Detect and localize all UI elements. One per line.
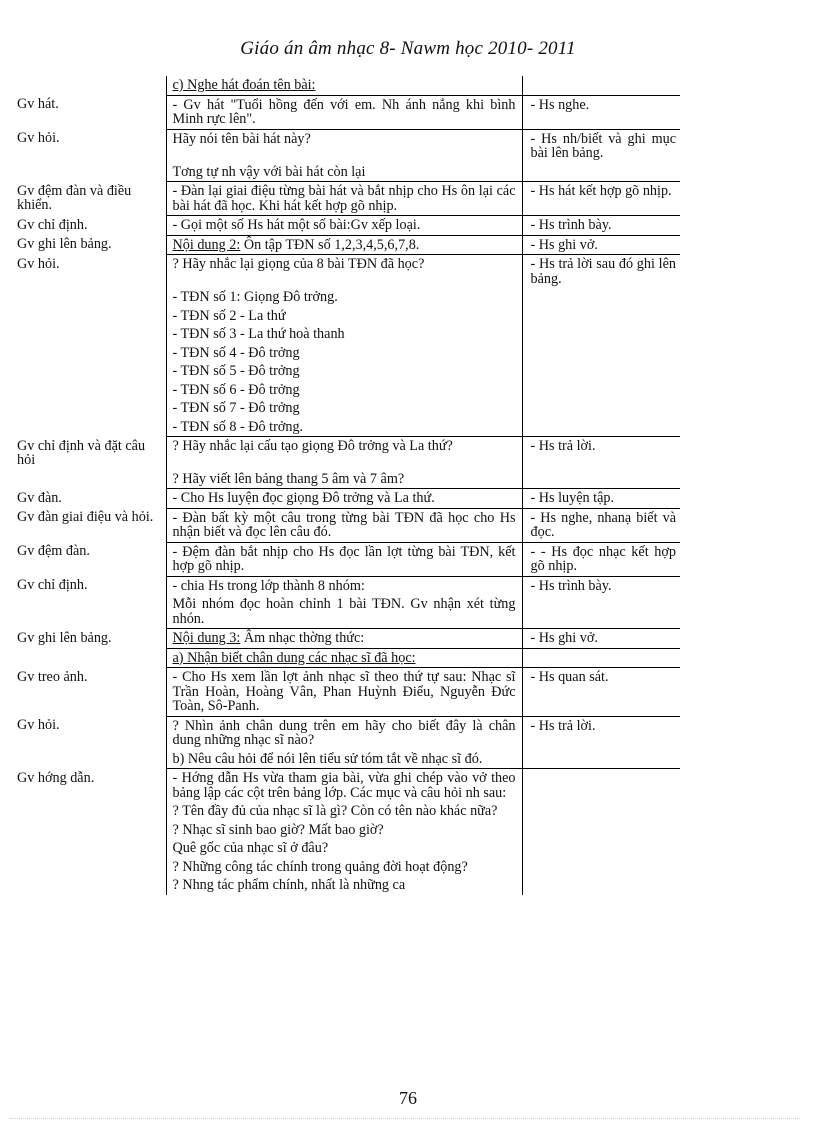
student-activity-cell xyxy=(522,418,680,437)
content-text: ? Nhạc sĩ sinh bao giờ? Mất bao giờ? xyxy=(172,821,384,838)
lesson-content-cell xyxy=(166,508,522,542)
content-text: - Cho Hs xem lần lợt ảnh nhạc sĩ theo thứ tự sau: Nhạc sĩ Trần Hoàn, Hoàng Vân, Phan Huỳnh Điểu, Nguyễn Đức Toàn, Sô-Panh. xyxy=(172,669,516,714)
teacher-activity-cell xyxy=(10,288,166,307)
student-activity-cell: - Hs quan sát. xyxy=(522,668,680,717)
lesson-content-cell xyxy=(166,418,522,437)
content-text: Mỗi nhóm đọc hoàn chỉnh 1 bài TĐN. Gv nhận xét từng nhón. xyxy=(172,596,516,627)
table-row xyxy=(10,216,680,236)
lesson-content-cell xyxy=(166,668,522,717)
teacher-activity-cell xyxy=(10,307,166,326)
lesson-table-body xyxy=(10,76,680,895)
lesson-content-cell xyxy=(166,576,522,595)
teacher-activity-cell xyxy=(10,163,166,182)
student-activity-cell: - Hs luyện tập. xyxy=(522,489,680,509)
content-text: - Cho Hs luyện đọc giọng Đô trởng và La thứ. xyxy=(172,490,435,506)
teacher-activity-cell xyxy=(10,839,166,858)
lesson-content-cell xyxy=(166,288,522,307)
content-text: ? Hãy nhắc lại giọng của 8 bài TĐN đã học? xyxy=(172,256,425,272)
table-row xyxy=(10,182,680,216)
content-text: Quê gốc của nhạc sĩ ở đâu? xyxy=(172,840,329,856)
table-row xyxy=(10,418,680,437)
page-header: Giáo án âm nhạc 8- Nawm học 2010- 2011 xyxy=(240,38,576,59)
student-activity-cell xyxy=(522,470,680,489)
lesson-content-cell xyxy=(166,307,522,326)
student-activity-cell xyxy=(522,399,680,418)
student-activity-cell: - Hs nghe, nhanạ biết và đọc. xyxy=(522,508,680,542)
content-text: a) Nhận biết chân dung các nhạc sĩ đã học: xyxy=(172,649,416,666)
content-text: Hãy nói tên bài hát này? xyxy=(172,130,311,147)
student-activity-cell xyxy=(522,821,680,840)
table-row xyxy=(10,508,680,542)
content-text: - TĐN số 5 - Đô trởng xyxy=(172,363,300,379)
content-text: - TĐN số 8 - Đô trởng. xyxy=(172,418,304,435)
table-row xyxy=(10,821,680,840)
student-activity-cell xyxy=(522,307,680,326)
page-number: 76 xyxy=(399,1088,417,1108)
lesson-content-cell xyxy=(166,839,522,858)
table-row xyxy=(10,629,680,649)
student-activity-cell xyxy=(522,325,680,344)
student-activity-cell xyxy=(522,802,680,821)
lesson-content-cell xyxy=(166,595,522,629)
student-activity-cell: - Hs trình bày. xyxy=(530,577,612,594)
student-activity-cell: - Hs hát kết hợp gõ nhịp. xyxy=(522,182,680,216)
teacher-activity-cell: Gv chỉ định. xyxy=(10,216,166,236)
table-row xyxy=(10,470,680,489)
lesson-content-cell xyxy=(166,325,522,344)
student-activity-cell xyxy=(522,344,680,363)
lesson-content-cell xyxy=(166,182,522,216)
teacher-activity-cell: Gv chỉ định và đặt câu hỏi xyxy=(10,437,166,470)
teacher-activity-cell: Gv đàn. xyxy=(10,489,166,509)
lesson-content-cell xyxy=(166,129,522,163)
table-row xyxy=(10,769,680,803)
content-text: - Gọi một số Hs hát một số bài:Gv xếp loại. xyxy=(172,217,421,233)
student-activity-cell: - Hs ghi vở. xyxy=(522,235,680,255)
lesson-content-cell xyxy=(166,399,522,418)
student-activity-cell: - Hs ghi vở. xyxy=(522,629,680,649)
lesson-content-cell xyxy=(166,858,522,877)
table-row xyxy=(10,344,680,363)
content-text: ? Hãy nhắc lại cấu tạo giọng Đô trởng và La thứ? xyxy=(172,438,453,454)
teacher-activity-cell xyxy=(10,381,166,400)
teacher-activity-cell xyxy=(10,648,166,668)
student-activity-cell xyxy=(522,858,680,877)
table-row xyxy=(10,750,680,769)
table-row xyxy=(10,648,680,668)
content-text: - TĐN số 4 - Đô trởng xyxy=(172,344,300,361)
lesson-content-cell xyxy=(166,716,522,750)
lesson-content-cell xyxy=(166,381,522,400)
student-activity-cell: - - Hs đọc nhạc kết hợp gõ nhịp. xyxy=(522,542,680,576)
content-text: ? Nhìn ảnh chân dung trên em hãy cho biết đây là chân dung những nhạc sĩ nào? xyxy=(172,717,516,748)
section-label: Nội dung 2: xyxy=(172,236,241,253)
content-text: - Gv hát "Tuổi hồng đến với em. Nh ánh nắng khi bình Minh rực lên". xyxy=(172,96,516,127)
content-text: - chia Hs trong lớp thành 8 nhóm: xyxy=(172,577,365,594)
table-row xyxy=(10,542,680,576)
lesson-content-cell xyxy=(166,362,522,381)
table-row xyxy=(10,307,680,326)
teacher-activity-cell xyxy=(10,418,166,437)
table-row xyxy=(10,839,680,858)
content-text: - TĐN số 1: Giọng Đô trởng. xyxy=(172,289,338,305)
content-text: b) Nêu câu hỏi để nói lên tiểu sử tóm tắt về nhạc sĩ đó. xyxy=(172,750,483,767)
student-activity-cell xyxy=(522,750,680,769)
table-row xyxy=(10,668,680,717)
student-activity-cell xyxy=(522,769,680,803)
teacher-activity-cell xyxy=(10,325,166,344)
teacher-activity-cell: Gv chỉ định. xyxy=(10,576,166,595)
teacher-activity-cell: Gv hớng dẫn. xyxy=(10,769,166,803)
content-text: - TĐN số 7 - Đô trởng xyxy=(172,400,300,416)
content-text: ? Tên đầy đủ của nhạc sĩ là gì? Còn có tên nào khác nữa? xyxy=(172,803,498,819)
table-row xyxy=(10,163,680,182)
lesson-content-cell xyxy=(166,95,522,129)
lesson-content-cell xyxy=(166,344,522,363)
content-text: - Đàn lại giai điệu từng bài hát và bắt nhịp cho Hs ôn lại các bài hát đã học. Khi hát kết hợp gõ nhịp. xyxy=(172,183,516,214)
teacher-activity-cell: Gv hát. xyxy=(10,95,166,129)
content-text: - Hớng dẫn Hs vừa tham gia bài, vừa ghi chép vào vở theo bảng lập các cột trên bảng lớp. Các mục và câu hỏi nh sau: xyxy=(172,770,516,801)
table-row xyxy=(10,288,680,307)
teacher-activity-cell: Gv đệm đàn. xyxy=(10,542,166,576)
student-activity-cell xyxy=(522,648,680,668)
content-text: c) Nghe hát đoán tên bài: xyxy=(172,77,316,93)
lesson-content-cell xyxy=(166,629,522,649)
table-row xyxy=(10,876,680,895)
lesson-content-cell xyxy=(166,216,522,236)
table-row xyxy=(10,489,680,509)
teacher-activity-cell xyxy=(10,750,166,769)
student-activity-cell xyxy=(522,288,680,307)
teacher-activity-cell: Gv treo ảnh. xyxy=(10,668,166,717)
table-row xyxy=(10,437,680,470)
lesson-content-cell xyxy=(166,489,522,509)
lesson-content-cell xyxy=(166,769,522,803)
lesson-content-cell xyxy=(166,76,522,95)
student-activity-cell xyxy=(522,876,680,895)
lesson-content-cell xyxy=(166,802,522,821)
lesson-table xyxy=(10,76,680,895)
lesson-content-cell xyxy=(166,437,522,470)
student-activity-cell xyxy=(522,595,680,629)
teacher-activity-cell xyxy=(10,362,166,381)
teacher-activity-cell xyxy=(10,821,166,840)
lesson-content-cell xyxy=(166,542,522,576)
table-row xyxy=(10,399,680,418)
teacher-activity-cell xyxy=(10,399,166,418)
table-row xyxy=(10,576,680,595)
student-activity-cell: - Hs trả lời sau đó ghi lên bảng. xyxy=(530,256,676,287)
student-activity-cell xyxy=(522,163,680,182)
teacher-activity-cell: Gv hỏi. xyxy=(10,129,166,163)
teacher-activity-cell xyxy=(10,76,166,95)
student-activity-cell: - Hs trả lời. xyxy=(530,438,596,454)
lesson-content-cell xyxy=(166,255,522,289)
student-activity-cell: - Hs nh/biết và ghi mục bài lên bảng. xyxy=(530,130,676,161)
content-text: - Đệm đàn bắt nhịp cho Hs đọc lần lợt từng bài TĐN, kết hợp gõ nhịp. xyxy=(172,543,516,574)
teacher-activity-cell xyxy=(10,876,166,895)
teacher-activity-cell xyxy=(10,858,166,877)
table-row xyxy=(10,595,680,629)
section-title: Âm nhạc thờng thức: xyxy=(240,630,365,646)
content-text: - TĐN số 6 - Đô trởng xyxy=(172,381,300,398)
content-text: Tơng tự nh vậy với bài hát còn lại xyxy=(172,163,366,180)
content-text: - TĐN số 3 - La thứ hoà thanh xyxy=(172,326,345,342)
table-row xyxy=(10,235,680,255)
teacher-activity-cell xyxy=(10,470,166,489)
teacher-activity-cell: Gv hỏi. xyxy=(10,255,166,289)
content-text: ? Những công tác chính trong quảng đời hoạt động? xyxy=(172,858,468,875)
student-activity-cell xyxy=(522,839,680,858)
student-activity-cell xyxy=(522,381,680,400)
teacher-activity-cell xyxy=(10,344,166,363)
lesson-content-cell xyxy=(166,470,522,489)
table-row xyxy=(10,802,680,821)
table-row xyxy=(10,716,680,750)
student-activity-cell xyxy=(522,76,680,95)
student-activity-cell: - Hs trình bày. xyxy=(522,216,680,236)
content-text: ? Hãy viết lên bảng thang 5 âm và 7 âm? xyxy=(172,470,405,487)
lesson-content-cell xyxy=(166,235,522,255)
content-text: - TĐN số 2 - La thứ xyxy=(172,307,286,324)
table-row xyxy=(10,858,680,877)
section-title: Ôn tập TĐN số 1,2,3,4,5,6,7,8. xyxy=(240,236,420,253)
lesson-content-cell xyxy=(166,163,522,182)
student-activity-cell: - Hs trả lời. xyxy=(530,717,596,734)
lesson-content-cell xyxy=(166,876,522,895)
section-label: Nội dung 3: xyxy=(172,630,241,646)
table-row xyxy=(10,76,680,95)
content-text: ? Nhng tác phẩm chính, nhất là những ca xyxy=(172,877,406,893)
teacher-activity-cell: Gv đệm đàn và điều khiển. xyxy=(10,182,166,216)
content-text: - Đàn bất kỳ một câu trong từng bài TĐN đã học cho Hs nhận biết và đọc lên câu đó. xyxy=(172,509,516,540)
table-row xyxy=(10,362,680,381)
lesson-content-cell xyxy=(166,648,522,668)
table-row xyxy=(10,325,680,344)
table-row xyxy=(10,255,680,289)
lesson-table-wrap xyxy=(10,76,680,1042)
teacher-activity-cell: Gv hỏi. xyxy=(10,716,166,750)
lesson-content-cell xyxy=(166,821,522,840)
student-activity-cell: - Hs nghe. xyxy=(522,95,680,129)
teacher-activity-cell: Gv ghi lên bảng. xyxy=(10,235,166,255)
teacher-activity-cell xyxy=(10,802,166,821)
teacher-activity-cell: Gv đàn giai điệu và hỏi. xyxy=(10,508,166,542)
lesson-content-cell xyxy=(166,750,522,769)
table-row xyxy=(10,95,680,129)
student-activity-cell xyxy=(522,362,680,381)
table-row xyxy=(10,129,680,163)
footer-rule xyxy=(10,1118,800,1119)
teacher-activity-cell: Gv ghi lên bảng. xyxy=(10,629,166,649)
teacher-activity-cell xyxy=(10,595,166,629)
table-row xyxy=(10,381,680,400)
